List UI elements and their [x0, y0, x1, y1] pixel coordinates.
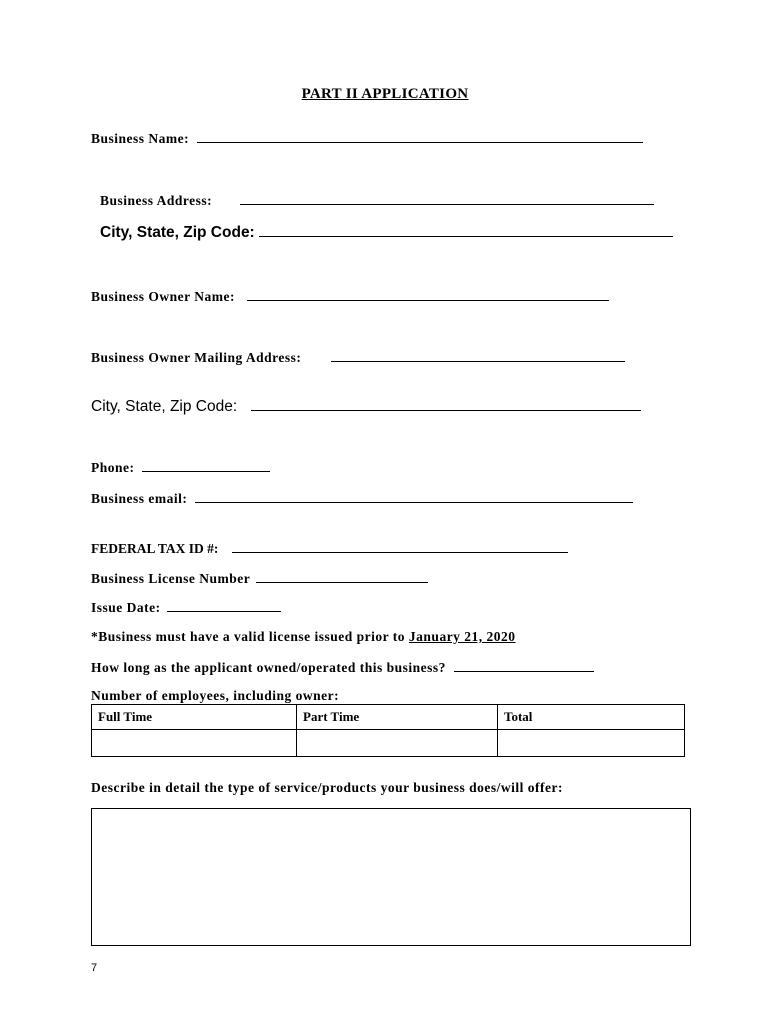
owner-name-label: Business Owner Name: [91, 289, 236, 304]
description-textbox[interactable] [91, 808, 691, 946]
license-notice-date: January 21, 2020 [408, 629, 516, 644]
employees-table [91, 704, 685, 757]
license-field[interactable] [256, 570, 428, 583]
license-notice-text: *Business must have a valid license issued prior to [91, 629, 406, 644]
issue-date-field[interactable] [167, 599, 281, 612]
business-name-label: Business Name: [91, 131, 190, 146]
email-row [91, 490, 633, 507]
business-city-field[interactable] [259, 222, 673, 237]
business-address-label: Business Address: [100, 193, 213, 208]
license-row [91, 570, 428, 587]
owner-name-field[interactable] [247, 288, 609, 301]
owned-duration-row [91, 659, 594, 676]
phone-row [91, 459, 270, 476]
email-field[interactable] [195, 490, 633, 503]
phone-label: Phone: [91, 460, 135, 475]
owner-city-field[interactable] [251, 396, 641, 411]
license-notice [91, 629, 516, 645]
business-name-field[interactable] [197, 130, 643, 143]
owned-duration-field[interactable] [454, 659, 594, 672]
owner-mailing-label: Business Owner Mailing Address: [91, 350, 302, 365]
employees-header-row [92, 705, 685, 730]
issue-date-row [91, 599, 281, 616]
business-address-field[interactable] [240, 192, 654, 205]
owner-mailing-field[interactable] [331, 349, 625, 362]
total-header: Total [498, 705, 685, 730]
part-time-input[interactable] [297, 730, 498, 757]
email-label: Business email: [91, 491, 188, 506]
federal-tax-field[interactable] [232, 540, 568, 553]
full-time-header: Full Time [92, 705, 297, 730]
page-title: PART II APPLICATION [301, 86, 469, 102]
business-city-label: City, State, Zip Code: [100, 224, 255, 241]
business-city-row [100, 222, 673, 242]
federal-tax-row [91, 540, 568, 557]
license-label: Business License Number [91, 571, 251, 586]
owner-city-label: City, State, Zip Code: [91, 398, 238, 415]
phone-field[interactable] [142, 459, 270, 472]
part-time-header: Part Time [297, 705, 498, 730]
owned-duration-label: How long as the applicant owned/operated this business? [91, 660, 446, 675]
full-time-input[interactable] [92, 730, 297, 757]
description-label: Describe in detail the type of service/products your business does/will offer: [91, 780, 563, 795]
total-input[interactable] [498, 730, 685, 757]
issue-date-label: Issue Date: [91, 600, 161, 615]
owner-mailing-row [91, 349, 625, 366]
owner-city-row [91, 396, 641, 416]
business-name-row [91, 130, 643, 147]
employees-input-row [92, 730, 685, 757]
employees-label: Number of employees, including owner: [91, 688, 340, 703]
federal-tax-label: FEDERAL TAX ID #: [91, 541, 219, 556]
page-number: 7 [91, 962, 98, 974]
business-address-row [100, 192, 654, 209]
owner-name-row [91, 288, 609, 305]
